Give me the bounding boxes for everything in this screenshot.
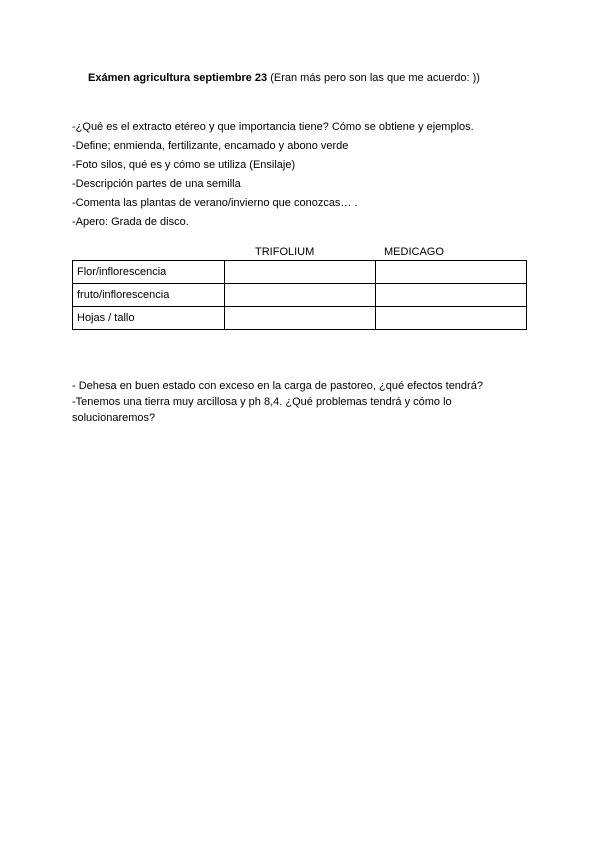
table-cell: [225, 261, 376, 284]
row-label: fruto/inflorescencia: [73, 284, 225, 307]
table-cell: [376, 284, 527, 307]
question-list: [72, 118, 474, 232]
column-header-trifolium: TRIFOLIUM: [255, 246, 315, 258]
comparison-table: [72, 260, 527, 330]
table-cell: [376, 261, 527, 284]
exam-title-bold: Exámen agricultura septiembre 23: [88, 72, 268, 84]
table-row: [73, 261, 527, 284]
table-cell: [376, 307, 527, 330]
table-row: [73, 284, 527, 307]
table-cell: [225, 284, 376, 307]
question-item: -Comenta las plantas de verano/invierno que conozcas… .: [72, 197, 358, 209]
exam-title-note: (Eran más pero son las que me acuerdo: )): [267, 72, 480, 84]
question-item: -Define; enmienda, fertilizante, encamado y abono verde: [72, 140, 349, 152]
table-row: [73, 307, 527, 330]
exam-title: [88, 72, 480, 84]
row-label: Hojas / tallo: [73, 307, 225, 330]
row-label: Flor/inflorescencia: [73, 261, 225, 284]
table-cell: [225, 307, 376, 330]
question-item: - Dehesa en buen estado con exceso en la carga de pastoreo, ¿qué efectos tendrá?: [72, 380, 483, 392]
question-item: -Tenemos una tierra muy arcillosa y ph 8,4. ¿Qué problemas tendrá y cómo lo solucionaremos?: [72, 396, 452, 424]
question-item: -Foto silos, qué es y cómo se utiliza (Ensilaje): [72, 159, 296, 171]
question-list-2: [72, 378, 512, 426]
column-header-medicago: MEDICAGO: [384, 246, 444, 258]
question-item: -Apero: Grada de disco.: [72, 216, 189, 228]
question-item: -¿Qué es el extracto etéreo y que importancia tiene? Cómo se obtiene y ejemplos.: [72, 121, 474, 133]
question-item: -Descripción partes de una semilla: [72, 178, 241, 190]
